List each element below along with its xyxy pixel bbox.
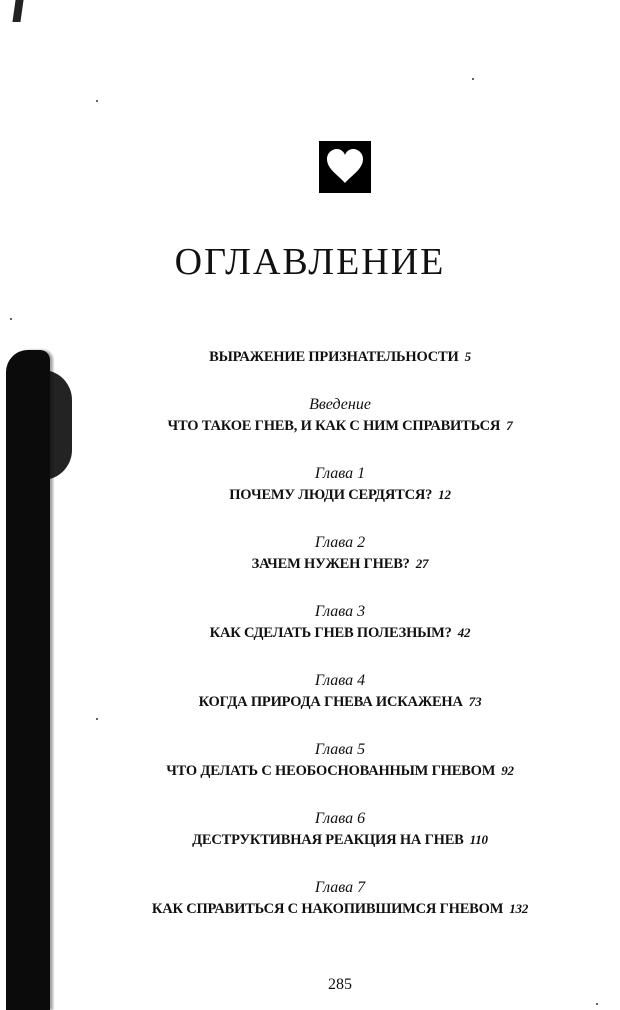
heart-emblem [319,141,371,193]
page-title: ОГЛАВЛЕНИЕ [174,241,446,283]
toc-entry-title: ЧТО ДЕЛАТЬ С НЕОБОСНОВАННЫМ ГНЕВОМ [166,763,496,779]
toc-entry-page: 12 [438,487,451,502]
scan-speck [96,100,98,102]
toc-entry [60,808,620,850]
toc-entry-line [60,416,620,436]
toc-entry [60,532,620,574]
toc-entry-line [60,485,620,505]
scan-corner-mark [12,0,23,22]
toc-entry-line [60,554,620,574]
toc-entry [60,877,620,919]
toc-chapter-label: Глава 3 [314,603,366,620]
toc-entry-page: 92 [501,763,514,778]
toc-entry-page: 5 [464,349,471,364]
toc-entry-page: 132 [509,901,529,916]
table-of-contents [60,347,620,946]
toc-entry [60,347,620,367]
toc-entry [60,463,620,505]
toc-entry [60,601,620,643]
toc-entry-title: КАК СПРАВИТЬСЯ С НАКОПИВШИМСЯ ГНЕВОМ [151,901,504,917]
toc-entry-line [60,899,620,919]
scan-speck [10,318,12,320]
toc-entry-line [60,692,620,712]
toc-chapter-label: Введение [309,396,371,413]
toc-entry [60,739,620,781]
heart-icon [326,149,364,185]
toc-entry-page: 110 [469,832,488,847]
toc-entry-page: 42 [457,625,471,640]
toc-entry-title: КАК СДЕЛАТЬ ГНЕВ ПОЛЕЗНЫМ? [209,625,452,641]
scan-speck [596,1003,598,1005]
toc-entry-title: ЧТО ТАКОЕ ГНЕВ, И КАК С НИМ СПРАВИТЬСЯ [167,418,501,434]
toc-entry-title: ПОЧЕМУ ЛЮДИ СЕРДЯТСЯ? [229,487,433,503]
page-number: 285 [328,976,352,993]
toc-chapter-label: Глава 1 [314,465,366,482]
toc-chapter-label: Глава 6 [314,810,366,827]
scan-binding-shadow [6,350,50,1010]
toc-entry-line [60,830,620,850]
toc-chapter-label: Глава 2 [314,534,366,551]
toc-entry-page: 73 [468,694,482,709]
toc-entry-title: ДЕСТРУКТИВНАЯ РЕАКЦИЯ НА ГНЕВ [192,832,464,848]
toc-entry-title: КОГДА ПРИРОДА ГНЕВА ИСКАЖЕНА [198,694,463,710]
toc-entry-title: ЗАЧЕМ НУЖЕН ГНЕВ? [251,556,410,572]
toc-entry-line [60,347,620,367]
toc-entry [60,394,620,436]
toc-entry-page: 7 [506,418,513,433]
toc-entry-page: 27 [415,556,429,571]
toc-entry-title: ВЫРАЖЕНИЕ ПРИЗНАТЕЛЬНОСТИ [209,349,459,365]
toc-entry-line [60,623,620,643]
toc-chapter-label: Глава 5 [314,741,366,758]
toc-chapter-label: Глава 7 [314,879,366,896]
toc-chapter-label: Глава 4 [314,672,366,689]
scan-speck [472,78,474,80]
toc-entry-line [60,761,620,781]
toc-entry [60,670,620,712]
